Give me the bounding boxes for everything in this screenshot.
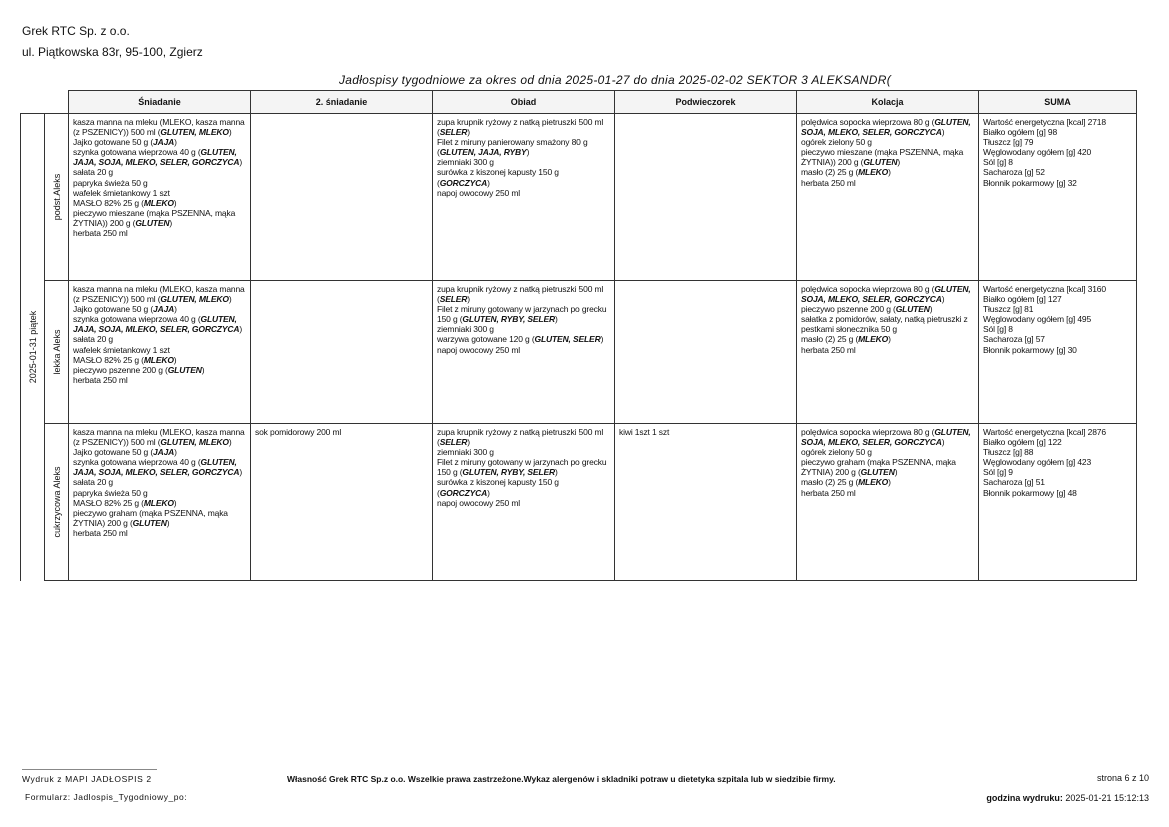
meal-cell <box>251 114 433 281</box>
footer-copyright: Własność Grek RTC Sp.z o.o. Wszelkie prawa zastrzeżone.Wykaz alergenów i skladniki potraw u dietetyka szpitala lub w siedzibie firmy. <box>287 774 836 784</box>
meal-item <box>73 427 246 447</box>
nutrition-line: Białko ogółem [g] 127 <box>983 294 1062 305</box>
meal-item <box>801 457 974 477</box>
meal-item-text: ziemniaki 300 g <box>437 324 494 335</box>
meal-cell <box>615 114 797 281</box>
meal-item <box>619 427 792 437</box>
meal-item-close: ) <box>174 447 177 458</box>
meal-item-close: ) <box>239 157 243 168</box>
meal-cell <box>251 424 433 581</box>
meal-item <box>73 228 246 238</box>
menu-body <box>21 114 1137 581</box>
allergen-list: GLUTEN, SELER <box>534 334 601 345</box>
meal-item-text: sałata 20 g <box>73 167 113 178</box>
meal-item <box>801 167 974 177</box>
meal-item-close: ) <box>941 437 945 448</box>
allergen-list: GLUTEN, SOJA, MLEKO, SELER, GORCZYCA <box>801 427 971 448</box>
allergen-list: MLEKO <box>143 197 174 208</box>
nutrition-line: Błonnik pokarmowy [g] 30 <box>983 344 1077 355</box>
meal-item-text: napoj owocowy 250 ml <box>437 344 520 355</box>
meal-item-text: szynka gotowana wieprzowa 40 g ( <box>73 314 201 325</box>
nutrition-line: Sól [g] 8 <box>983 157 1013 168</box>
meal-item-text: wafelek śmietankowy 1 szt <box>73 187 170 198</box>
meal-item <box>437 447 610 457</box>
meal-item-close: ) <box>169 217 173 228</box>
table-row <box>21 424 1137 581</box>
nutrition-line: Tłuszcz [g] 81 <box>983 304 1034 315</box>
allergen-list: JAJA <box>153 447 175 458</box>
meal-item <box>801 117 974 137</box>
meal-item <box>437 188 610 198</box>
allergen-list: GLUTEN, MLEKO <box>160 294 229 305</box>
meal-item-close: ) <box>941 294 945 305</box>
allergen-list: GLUTEN, JAJA, SOJA, MLEKO, SELER, GORCZYCA <box>73 314 240 335</box>
meal-cell <box>433 114 615 281</box>
meal-item-text: MASŁO 82% 25 g ( <box>73 197 144 208</box>
nutrition-line: Białko ogółem [g] 98 <box>983 127 1058 138</box>
nutrition-line: Sacharoza [g] 57 <box>983 334 1045 345</box>
meal-item <box>437 137 610 157</box>
nutrition-line: Wartość energetyczna [kcal] 3160 <box>983 284 1106 294</box>
allergen-list: GLUTEN <box>135 217 170 228</box>
meal-item <box>801 284 974 304</box>
column-header-sniadanie: Śniadanie <box>69 91 251 114</box>
meal-cell <box>797 114 979 281</box>
meal-cell <box>251 281 433 424</box>
meal-item-text: Filet z miruny gotowany w jarzynach po grecku 150 g ( <box>437 457 607 478</box>
meal-item <box>437 167 610 187</box>
allergen-list: SELER <box>439 437 468 448</box>
meal-item-close: ) <box>897 157 901 168</box>
meal-item <box>801 137 974 147</box>
meal-item <box>73 198 246 208</box>
meal-item-text: MASŁO 82% 25 g ( <box>73 354 144 365</box>
nutrition-line: Wartość energetyczna [kcal] 2718 <box>983 117 1106 127</box>
meal-item-text: polędwica sopocka wieprzowa 80 g ( <box>801 117 935 127</box>
meal-item <box>73 147 246 167</box>
meal-item-close: ) <box>166 517 170 528</box>
allergen-list: MLEKO <box>858 477 889 488</box>
meal-item-close: ) <box>929 304 933 315</box>
suma-cell <box>979 114 1137 281</box>
meal-item-text: herbata 250 ml <box>801 487 856 498</box>
meal-item-text: herbata 250 ml <box>73 527 128 538</box>
footer-form-name: Formularz: Jadlospis_Tygodniowy_po: <box>25 792 188 802</box>
day-cell <box>21 114 45 581</box>
meal-item <box>801 427 974 447</box>
meal-item-text: zupa krupnik ryżowy z natką pietruszki 500 ml ( <box>437 427 604 448</box>
meal-item-close: ) <box>228 127 232 138</box>
meal-item <box>801 314 974 334</box>
meal-item <box>437 457 610 477</box>
meal-item-close: ) <box>467 127 470 138</box>
meal-item <box>73 208 246 228</box>
meal-item-text: masło (2) 25 g ( <box>801 334 859 345</box>
meal-item-text: warzywa gotowane 120 g ( <box>437 334 535 345</box>
allergen-list: GLUTEN, JAJA, RYBY <box>439 147 527 158</box>
allergen-list: GLUTEN, RYBY, SELER <box>462 467 555 478</box>
meal-item-text: kasza manna na mleku (MLEKO, kasza manna (z PSZENICY)) 500 ml ( <box>73 284 245 305</box>
meal-item-text: papryka świeża 50 g <box>73 487 148 498</box>
diet-cell <box>45 281 69 424</box>
meal-item-text: Jajko gotowane 50 g ( <box>73 447 154 458</box>
meal-item-close: ) <box>554 314 558 325</box>
column-header-kolacja: Kolacja <box>797 91 979 114</box>
nutrition-line: Błonnik pokarmowy [g] 32 <box>983 177 1077 188</box>
meal-item-text: papryka świeża 50 g <box>73 177 148 188</box>
meal-item <box>73 304 246 314</box>
meal-item-text: Jajko gotowane 50 g ( <box>73 304 154 315</box>
meal-item <box>73 528 246 538</box>
header-blank-2 <box>45 91 69 114</box>
meal-cell <box>69 281 251 424</box>
meal-item-close: ) <box>467 294 470 305</box>
meal-item <box>73 365 246 375</box>
nutrition-line: Sacharoza [g] 51 <box>983 477 1045 488</box>
meal-item <box>437 427 610 447</box>
meal-item <box>437 157 610 167</box>
allergen-list: GLUTEN, MLEKO <box>160 437 229 448</box>
header-row <box>21 91 1137 114</box>
meal-item-text: pieczywo graham (mąka PSZENNA, mąka ŻYTNIA) 200 g ( <box>801 457 956 478</box>
allergen-list: SELER <box>439 294 468 305</box>
meal-item-text: herbata 250 ml <box>801 177 856 188</box>
meal-item-text: Jajko gotowane 50 g ( <box>73 137 154 148</box>
meal-item <box>73 334 246 344</box>
meal-cell <box>615 281 797 424</box>
meal-item <box>801 147 974 167</box>
meal-item-text: surówka z kiszonej kapusty 150 g ( <box>437 167 559 188</box>
meal-item-close: ) <box>600 334 604 345</box>
meal-item-text: wafelek śmietankowy 1 szt <box>73 344 170 355</box>
meal-item <box>73 137 246 147</box>
meal-item <box>73 345 246 355</box>
meal-item <box>437 117 610 137</box>
meal-item-text: sałata 20 g <box>73 477 113 488</box>
meal-item <box>73 375 246 385</box>
meal-item-text: pieczywo mieszane (mąka PSZENNA, mąka ŻYTNIA)) 200 g ( <box>73 207 236 228</box>
suma-cell <box>979 281 1137 424</box>
page-number: strona 6 z 10 <box>1096 773 1149 783</box>
meal-item <box>73 498 246 508</box>
meal-item <box>437 304 610 324</box>
meal-item-text: napoj owocowy 250 ml <box>437 187 520 198</box>
allergen-list: GLUTEN <box>863 157 898 168</box>
menu-table <box>20 90 1137 581</box>
meal-item <box>437 477 610 497</box>
meal-item <box>801 488 974 498</box>
nutrition-line: Białko ogółem [g] 122 <box>983 437 1062 448</box>
meal-item <box>801 477 974 487</box>
meal-item-close: ) <box>526 147 530 158</box>
document-title: Jadłospisy tygodniowe za okres od dnia 2025-01-27 do dnia 2025-02-02 SEKTOR 3 ALEKSANDR( <box>338 73 892 87</box>
suma-cell <box>979 424 1137 581</box>
meal-item <box>73 117 246 137</box>
column-header-podwieczorek: Podwieczorek <box>615 91 797 114</box>
meal-item-text: napoj owocowy 250 ml <box>437 497 520 508</box>
diet-cell <box>45 114 69 281</box>
diet-label: lekka Aleks <box>51 329 62 375</box>
meal-item-text: pieczywo pszenne 200 g ( <box>73 364 168 375</box>
allergen-list: GORCZYCA <box>439 487 488 498</box>
allergen-list: MLEKO <box>143 354 174 365</box>
meal-item-close: ) <box>467 437 470 448</box>
meal-item-text: polędwica sopocka wieprzowa 80 g ( <box>801 427 935 437</box>
meal-item-text: pieczywo mieszane (mąka PSZENNA, mąka ŻYTNIA)) 200 g ( <box>801 147 964 168</box>
column-header-obiad: Obiad <box>433 91 615 114</box>
allergen-list: GLUTEN <box>167 364 202 375</box>
allergen-list: GLUTEN, MLEKO <box>160 127 229 138</box>
allergen-list: MLEKO <box>143 497 174 508</box>
meal-cell <box>69 114 251 281</box>
meal-item-text: Filet z miruny gotowany w jarzynach po grecku 150 g ( <box>437 304 607 325</box>
nutrition-line: Węglowodany ogółem [g] 423 <box>983 457 1092 468</box>
nutrition-line: Tłuszcz [g] 88 <box>983 447 1034 458</box>
meal-item <box>73 314 246 334</box>
meal-item-text: sałata 20 g <box>73 334 113 345</box>
meal-item-text: ogórek zielony 50 g <box>801 447 872 458</box>
header-blank-1 <box>21 91 45 114</box>
meal-item-text: Filet z miruny panierowany smażony 80 g ( <box>437 137 588 158</box>
nutrition-line: Sól [g] 8 <box>983 324 1013 335</box>
meal-item-text: kasza manna na mleku (MLEKO, kasza manna (z PSZENICY)) 500 ml ( <box>73 117 245 138</box>
meal-cell <box>69 424 251 581</box>
nutrition-line: Tłuszcz [g] 79 <box>983 137 1034 148</box>
meal-item <box>73 178 246 188</box>
meal-item-close: ) <box>487 177 490 188</box>
meal-item <box>73 488 246 498</box>
meal-cell <box>797 424 979 581</box>
meal-item <box>73 355 246 365</box>
meal-item-text: pieczywo pszenne 200 g ( <box>801 304 896 315</box>
nutrition-line: Węglowodany ogółem [g] 495 <box>983 314 1092 325</box>
company-name: Grek RTC Sp. z o.o. <box>22 24 130 38</box>
footer-print-source: Wydruk z MAPI JADŁOSPIS 2 <box>22 774 152 784</box>
allergen-list: GLUTEN <box>132 517 167 528</box>
column-header-2-sniadanie: 2. śniadanie <box>251 91 433 114</box>
print-time <box>986 793 1149 803</box>
meal-cell <box>433 424 615 581</box>
meal-item <box>73 447 246 457</box>
allergen-list: GLUTEN, JAJA, SOJA, MLEKO, SELER, GORCZYCA <box>73 457 240 478</box>
meal-item <box>73 188 246 198</box>
meal-item-close: ) <box>174 137 177 148</box>
meal-item-close: ) <box>174 304 177 315</box>
meal-item-close: ) <box>888 334 891 345</box>
meal-item-text: sałatka z pomidorów, sałaty, natką pietruszki z pestkami słonecznika 50 g <box>801 314 968 335</box>
meal-item-text: herbata 250 ml <box>801 344 856 355</box>
meal-item <box>73 167 246 177</box>
nutrition-line: Sól [g] 9 <box>983 467 1013 478</box>
allergen-list: GLUTEN <box>895 304 930 315</box>
meal-item-close: ) <box>487 487 490 498</box>
diet-label: podst.Aleks <box>51 173 62 221</box>
allergen-list: MLEKO <box>858 334 889 345</box>
allergen-list: JAJA <box>153 137 175 148</box>
meal-item-text: ziemniaki 300 g <box>437 447 494 458</box>
day-label: 2025-01-31 piątek <box>27 310 38 384</box>
meal-item-close: ) <box>554 467 558 478</box>
meal-item <box>255 427 428 437</box>
allergen-list: GLUTEN, JAJA, SOJA, MLEKO, SELER, GORCZYCA <box>73 147 240 168</box>
meal-item <box>801 447 974 457</box>
meal-item <box>437 284 610 304</box>
meal-item-close: ) <box>228 437 232 448</box>
meal-item-text: zupa krupnik ryżowy z natką pietruszki 500 ml ( <box>437 117 604 138</box>
meal-item <box>437 334 610 344</box>
allergen-list: GORCZYCA <box>439 177 488 188</box>
meal-item-text: ogórek zielony 50 g <box>801 137 872 148</box>
meal-item-close: ) <box>888 167 891 178</box>
meal-item-close: ) <box>239 324 243 335</box>
print-time-value: 2025-01-21 15:12:13 <box>1065 793 1149 803</box>
meal-item-text: herbata 250 ml <box>73 228 128 239</box>
nutrition-line: Sacharoza [g] 52 <box>983 167 1045 178</box>
print-time-label: godzina wydruku: <box>986 793 1063 803</box>
nutrition-line: Węglowodany ogółem [g] 420 <box>983 147 1092 158</box>
meal-item <box>801 345 974 355</box>
meal-item-close: ) <box>239 467 243 478</box>
meal-cell <box>433 281 615 424</box>
meal-cell <box>615 424 797 581</box>
meal-item <box>437 345 610 355</box>
allergen-list: GLUTEN, SOJA, MLEKO, SELER, GORCZYCA <box>801 117 971 138</box>
meal-item <box>801 304 974 314</box>
meal-item-text: kasza manna na mleku (MLEKO, kasza manna (z PSZENICY)) 500 ml ( <box>73 427 245 448</box>
meal-item-text: herbata 250 ml <box>73 374 128 385</box>
meal-item-text: kiwi 1szt 1 szt <box>619 427 670 437</box>
meal-item-close: ) <box>888 477 891 488</box>
meal-item-text: szynka gotowana wieprzowa 40 g ( <box>73 147 201 158</box>
meal-item-close: ) <box>173 197 177 208</box>
allergen-list: GLUTEN, RYBY, SELER <box>462 314 555 325</box>
meal-item-close: ) <box>894 467 898 478</box>
table-row <box>21 281 1137 424</box>
meal-item-text: sok pomidorowy 200 ml <box>255 427 342 437</box>
company-address: ul. Piątkowska 83r, 95-100, Zgierz <box>22 45 203 59</box>
meal-item-text: masło (2) 25 g ( <box>801 477 859 488</box>
meal-item <box>801 178 974 188</box>
meal-item <box>437 324 610 334</box>
nutrition-line: Wartość energetyczna [kcal] 2876 <box>983 427 1106 437</box>
meal-item-text: pieczywo graham (mąka PSZENNA, mąka ŻYTNIA) 200 g ( <box>73 507 228 528</box>
column-header-suma: SUMA <box>979 91 1137 114</box>
meal-item-close: ) <box>173 354 177 365</box>
meal-item-close: ) <box>941 127 945 138</box>
footer-divider <box>22 769 157 770</box>
meal-item-close: ) <box>228 294 232 305</box>
meal-item-close: ) <box>201 364 205 375</box>
meal-item <box>73 284 246 304</box>
meal-item <box>73 457 246 477</box>
allergen-list: GLUTEN, SOJA, MLEKO, SELER, GORCZYCA <box>801 284 971 305</box>
allergen-list: GLUTEN <box>860 467 895 478</box>
meal-item-text: polędwica sopocka wieprzowa 80 g ( <box>801 284 935 294</box>
meal-item-close: ) <box>173 497 177 508</box>
meal-item-text: szynka gotowana wieprzowa 40 g ( <box>73 457 201 468</box>
meal-item <box>437 498 610 508</box>
meal-item-text: surówka z kiszonej kapusty 150 g ( <box>437 477 559 498</box>
allergen-list: JAJA <box>153 304 175 315</box>
table-row <box>21 114 1137 281</box>
meal-item <box>73 477 246 487</box>
diet-label: cukrzycowa Aleks <box>51 466 62 538</box>
diet-cell <box>45 424 69 581</box>
allergen-list: SELER <box>439 127 468 138</box>
meal-item-text: ziemniaki 300 g <box>437 157 494 168</box>
meal-item-text: MASŁO 82% 25 g ( <box>73 497 144 508</box>
allergen-list: MLEKO <box>858 167 889 178</box>
meal-item <box>801 334 974 344</box>
nutrition-line: Błonnik pokarmowy [g] 48 <box>983 487 1077 498</box>
meal-item <box>73 508 246 528</box>
meal-cell <box>797 281 979 424</box>
meal-item-text: zupa krupnik ryżowy z natką pietruszki 500 ml ( <box>437 284 604 305</box>
meal-item-text: masło (2) 25 g ( <box>801 167 859 178</box>
